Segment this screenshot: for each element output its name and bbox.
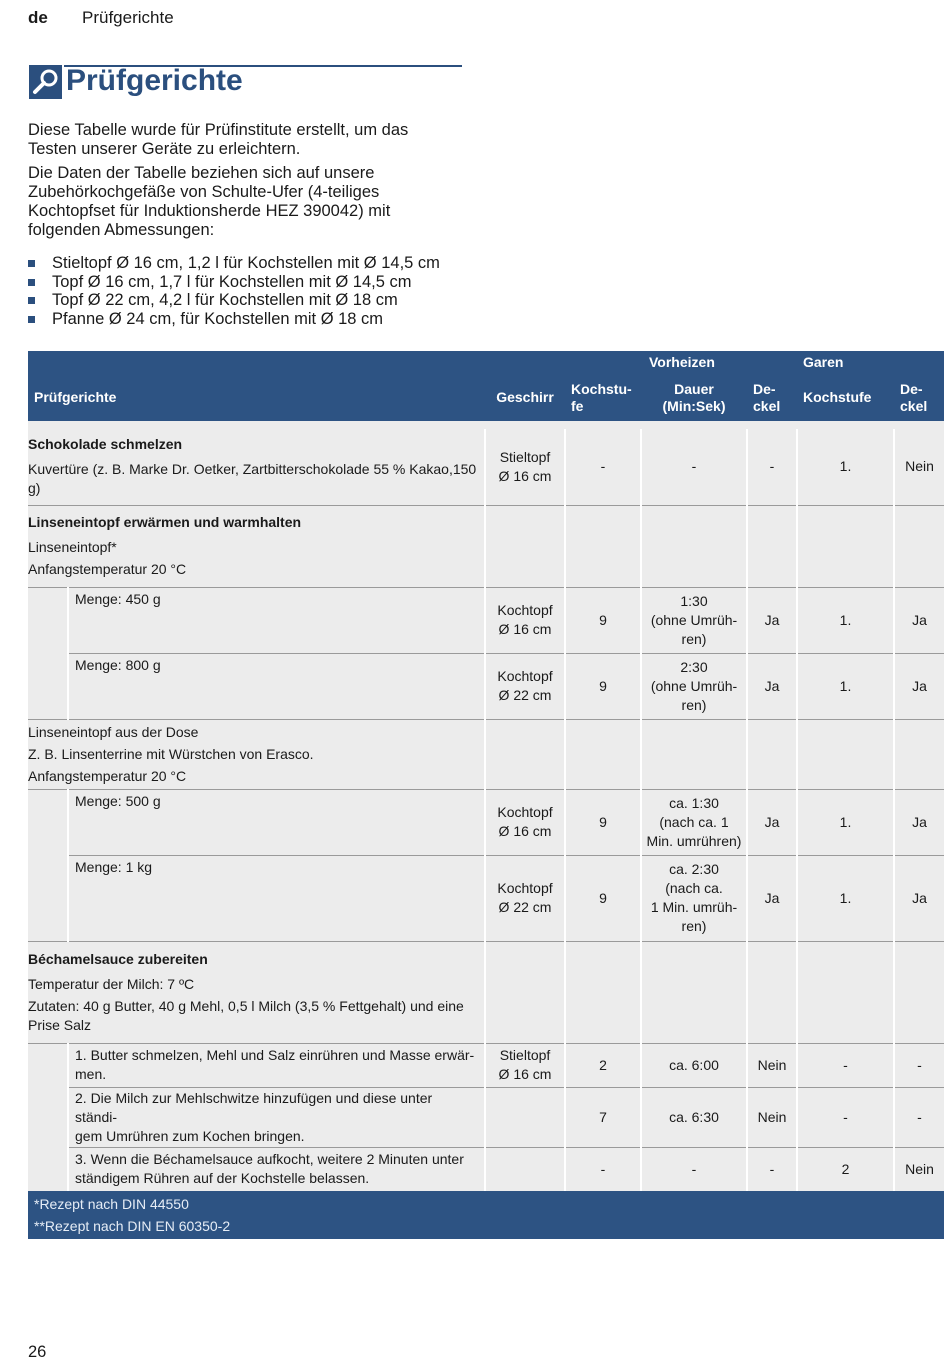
square-bullet-icon: [28, 260, 35, 267]
list-item-text: Stieltopf Ø 16 cm, 1,2 l für Kochstellen mit Ø 14,5 cm: [52, 254, 440, 272]
empty-cell: [797, 719, 894, 789]
empty-cell: [894, 505, 944, 587]
quantity-cell: Menge: 450 g: [68, 587, 485, 653]
list-item: [28, 291, 468, 310]
empty-cell: [797, 505, 894, 587]
duration-cell: ca. 1:30 (nach ca. 1 Min. umrühren): [641, 789, 747, 855]
empty-cell: [485, 505, 565, 587]
dish-description: Kuvertüre (z. B. Marke Dr. Oetker, Zartbitterschokolade 55 % Kakao,150 g): [28, 461, 477, 497]
level-cell: 9: [565, 587, 641, 653]
dish-description: Zutaten: 40 g Butter, 40 g Mehl, 0,5 l Milch (3,5 % Fettgehalt) und eine Prise Salz: [28, 997, 464, 1033]
table-row: [28, 587, 944, 653]
step-cell: 2. Die Milch zur Mehlschwitze hinzufügen und diese unter ständi- gem Umrühren zum Kochen bringen.: [68, 1087, 485, 1147]
quantity-cell: Menge: 500 g: [68, 789, 485, 855]
page-title: Prüfgerichte: [66, 64, 243, 97]
duration-cell: ca. 6:00: [641, 1043, 747, 1087]
footnote: *Rezept nach DIN 44550: [34, 1196, 189, 1212]
cook-lid-cell: Ja: [894, 855, 944, 941]
square-bullet-icon: [28, 297, 35, 304]
table-row: [28, 653, 944, 719]
cookware-list: [28, 254, 468, 328]
duration-cell: 1:30 (ohne Umrüh- ren): [641, 587, 747, 653]
quantity-cell: Menge: 1 kg: [68, 855, 485, 941]
cook-level-cell: 1.: [797, 789, 894, 855]
pot-cell: Kochtopf Ø 16 cm: [485, 789, 565, 855]
group-header-cook: Garen: [797, 351, 944, 374]
table-row: [28, 1087, 944, 1147]
level-cell: 9: [565, 789, 641, 855]
list-item-text: Pfanne Ø 24 cm, für Kochstellen mit Ø 18 cm: [52, 309, 384, 328]
dish-description: Linseneintopf*: [28, 539, 117, 555]
header-lid: De- ckel: [747, 374, 797, 421]
pot-cell: [485, 1147, 565, 1191]
pot-cell: [485, 1087, 565, 1147]
header-cook-lid: De- ckel: [894, 374, 944, 421]
dish-title: Linseneintopf erwärmen und warmhalten: [28, 514, 302, 530]
empty-cell: [641, 719, 747, 789]
header-cell: [485, 351, 565, 374]
lid-cell: Ja: [747, 789, 797, 855]
cook-level-cell: 2: [797, 1147, 894, 1191]
list-item: [28, 254, 468, 273]
list-item: [28, 310, 468, 329]
empty-cell: [565, 505, 641, 587]
duration-cell: 2:30 (ohne Umrüh- ren): [641, 653, 747, 719]
cook-lid-cell: Ja: [894, 587, 944, 653]
level-cell: 2: [565, 1043, 641, 1087]
list-item-text: Topf Ø 16 cm, 1,7 l für Kochstellen mit Ø 14,5 cm: [52, 272, 412, 291]
dish-description: Z. B. Linsenterrine mit Würstchen von Erasco.: [28, 745, 314, 762]
table-row: [28, 789, 944, 855]
table-row: [28, 505, 944, 587]
intro-paragraph-2: Die Daten der Tabelle beziehen sich auf unsere Zubehörkochgefäße von Schulte-Ufer (4-teiliges Kochtopfset für Induktionsherde HEZ 390042) mit folgenden Abmessungen:: [28, 164, 391, 239]
pot-cell: Kochtopf Ø 22 cm: [485, 653, 565, 719]
lid-cell: Ja: [747, 587, 797, 653]
level-cell: -: [565, 1147, 641, 1191]
language-code: de: [28, 8, 48, 27]
dish-cell: [28, 719, 485, 789]
lid-cell: -: [747, 1147, 797, 1191]
empty-cell: [565, 941, 641, 1043]
square-bullet-icon: [28, 279, 35, 286]
cook-level-cell: -: [797, 1043, 894, 1087]
step-cell: 1. Butter schmelzen, Mehl und Salz einrühren und Masse erwär- men.: [68, 1043, 485, 1087]
indent-cell: [28, 587, 68, 719]
header-cook-level: Kochstufe: [797, 374, 894, 421]
dish-title: Schokolade schmelzen: [28, 436, 183, 453]
pot-cell: Stieltopf Ø 16 cm: [485, 1043, 565, 1087]
running-header: Prüfgerichte: [82, 8, 174, 27]
duration-cell: -: [641, 429, 747, 505]
group-header-preheat: Vorheizen: [641, 351, 797, 374]
empty-cell: [747, 941, 797, 1043]
page-number: 26: [28, 1343, 47, 1361]
cook-level-cell: 1.: [797, 429, 894, 505]
dish-cell: [28, 505, 485, 587]
magnifier-icon: [29, 65, 62, 99]
dish-description: Anfangstemperatur 20 °C: [28, 767, 187, 784]
table-row: [28, 1043, 944, 1087]
level-cell: -: [565, 429, 641, 505]
indent-cell: [28, 789, 68, 941]
empty-cell: [747, 505, 797, 587]
cook-lid-cell: Nein: [894, 1147, 944, 1191]
duration-cell: -: [641, 1147, 747, 1191]
pot-cell: Kochtopf Ø 16 cm: [485, 587, 565, 653]
table-row: [28, 719, 944, 789]
cook-lid-cell: Ja: [894, 653, 944, 719]
cook-level-cell: -: [797, 1087, 894, 1147]
empty-cell: [485, 719, 565, 789]
dish-cell: [28, 941, 485, 1043]
dish-description: Linseneintopf aus der Dose: [28, 723, 199, 740]
lid-cell: Ja: [747, 653, 797, 719]
dish-cell: [28, 429, 485, 505]
empty-cell: [485, 941, 565, 1043]
empty-cell: [894, 941, 944, 1043]
dish-description: Anfangstemperatur 20 °C: [28, 561, 187, 577]
empty-cell: [641, 505, 747, 587]
level-cell: 9: [565, 653, 641, 719]
header-cell: [28, 351, 485, 374]
table-row: [28, 1147, 944, 1191]
cook-level-cell: 1.: [797, 587, 894, 653]
duration-cell: ca. 2:30 (nach ca. 1 Min. umrüh- ren): [641, 855, 747, 941]
footnotes: [28, 1191, 944, 1239]
step-cell: 3. Wenn die Béchamelsauce aufkocht, weitere 2 Minuten unter ständigem Rühren auf der Kochstelle belassen.: [68, 1147, 485, 1191]
header-level: Kochstu- fe: [565, 374, 641, 421]
pot-cell: Kochtopf Ø 22 cm: [485, 855, 565, 941]
spacer: [28, 421, 944, 429]
table-row: [28, 855, 944, 941]
cook-lid-cell: Ja: [894, 789, 944, 855]
list-item-text: Topf Ø 22 cm, 4,2 l für Kochstellen mit Ø 18 cm: [52, 291, 398, 309]
empty-cell: [641, 941, 747, 1043]
pot-cell: Stieltopf Ø 16 cm: [485, 429, 565, 505]
lid-cell: -: [747, 429, 797, 505]
header-dish: Prüfgerichte: [28, 374, 485, 421]
cook-lid-cell: Nein: [894, 429, 944, 505]
list-item: [28, 273, 468, 292]
header-cell: [565, 351, 641, 374]
square-bullet-icon: [28, 316, 35, 323]
indent-cell: [28, 1043, 68, 1191]
table-row: [28, 429, 944, 505]
cook-level-cell: 1.: [797, 855, 894, 941]
dish-description: Temperatur der Milch: 7 ºC: [28, 975, 195, 992]
cook-level-cell: 1.: [797, 653, 894, 719]
lid-cell: Nein: [747, 1087, 797, 1147]
cook-lid-cell: -: [894, 1087, 944, 1147]
dish-title: Béchamelsauce zubereiten: [28, 950, 208, 967]
level-cell: 9: [565, 855, 641, 941]
level-cell: 7: [565, 1087, 641, 1147]
empty-cell: [565, 719, 641, 789]
empty-cell: [797, 941, 894, 1043]
empty-cell: [894, 719, 944, 789]
footnote: **Rezept nach DIN EN 60350-2: [34, 1218, 231, 1234]
lid-cell: Nein: [747, 1043, 797, 1087]
intro-paragraph-1: Diese Tabelle wurde für Prüfinstitute erstellt, um das Testen unserer Geräte zu erleichtern.: [28, 121, 409, 158]
quantity-cell: Menge: 800 g: [68, 653, 485, 719]
duration-cell: ca. 6:30: [641, 1087, 747, 1147]
cook-lid-cell: -: [894, 1043, 944, 1087]
header-pot: Geschirr: [485, 374, 565, 421]
table-row: [28, 941, 944, 1043]
table-footer: [28, 1191, 944, 1239]
header-duration: Dauer (Min:Sek): [641, 374, 747, 421]
lid-cell: Ja: [747, 855, 797, 941]
test-dishes-table: [28, 351, 944, 1239]
empty-cell: [747, 719, 797, 789]
